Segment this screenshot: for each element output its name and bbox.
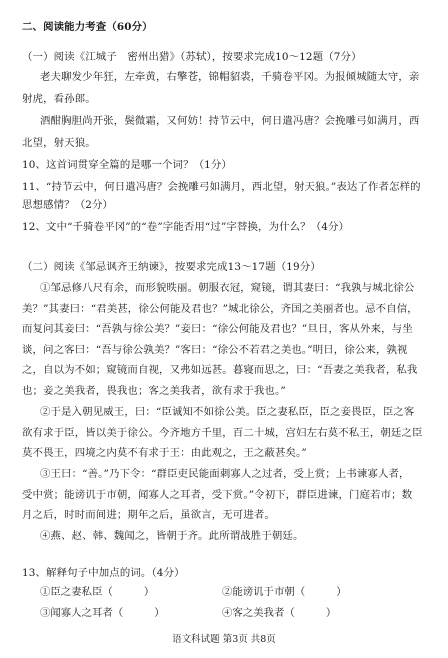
passage-line: 欲有求于臣，皆以美于徐公。今齐地方千里，百二十城，宫妇左右莫不私王，朝廷之臣: [22, 427, 423, 439]
poem-line: 老夫聊发少年狂，左牵黄，右擎苍，锦帽貂裘，千骑卷平冈。为报倾城随太守，亲: [40, 71, 420, 83]
section-title: 二、阅读能力考查（60分）: [22, 21, 153, 33]
q13-item-1: ①臣之妻私臣（ ）: [40, 586, 155, 598]
question-10: 10、这首词贯穿全篇的是哪一个词？（1分）: [22, 159, 233, 171]
poem-line: 射虎，看孙郎。: [22, 93, 96, 105]
part2-heading: （二）阅读《邹忌讽齐王纳谏》，按要求完成13～17题（19分）: [22, 261, 321, 273]
passage-line: 之，自以为不如；窥镜而自视，又弗如远甚。暮寝而思之，曰：“吾妻之美我者，私我: [22, 364, 418, 376]
passage-line: 而复问其妾曰：“吾孰与徐公美？”妾曰：“徐公何能及君也？”旦日，客从外来，与坐: [22, 323, 413, 335]
question-12: 12、文中“千骑卷平冈”的“卷”字能否用“过”字替换，为什么？（4分）: [22, 221, 350, 233]
poem-line: 北望，射天狼。: [22, 137, 96, 149]
q13-item-4: ④客之美我者（ ）: [222, 607, 337, 619]
passage-line: ①邹忌修八尺有余，而形貌昳丽。朝服衣冠，窥镜，谓其妻曰：“我孰与城北徐公: [40, 282, 415, 294]
page-footer: 语文科试题 第3页 共8页: [172, 634, 276, 645]
question-11-cont: 思想感情？（2分）: [22, 199, 114, 211]
q13-item-3: ③闻寡人之耳者（ ）: [40, 607, 165, 619]
passage-line: 也；妾之美我者，畏我也；客之美我者，欲有求于我也。”: [22, 385, 286, 397]
question-13: 13、解释句子中加点的词。（4分）: [22, 567, 185, 579]
passage-line: ②于是入朝见威王，曰：“臣诚知不如徐公美。臣之妻私臣，臣之妾畏臣，臣之客: [40, 406, 415, 418]
passage-line: 莫不畏王，四境之内莫不有求于王：由此观之，王之蔽甚矣。”: [22, 447, 307, 459]
question-11: 11、“持节云中，何日遣冯唐？会挽雕弓如满月，西北望，射天狼。”表达了作者怎样的: [22, 181, 421, 193]
passage-line: 谈，问之客曰：“吾与徐公孰美？”客曰：“徐公不若君之美也。”明日，徐公来，孰视: [22, 344, 408, 356]
passage-line: ④燕、赵、韩、魏闻之，皆朝于齐。此所谓战胜于朝廷。: [40, 530, 304, 542]
passage-line: 美？”其妻曰：“君美甚，徐公何能及君也？”城北徐公，齐国之美丽者也。忌不自信，: [22, 303, 418, 315]
passage-line: 月之后，时时而间进；期年之后，虽欲言，无可进者。: [22, 509, 275, 521]
q13-item-2: ②能谤讥于市朝（ ）: [222, 586, 347, 598]
part1-heading: （一）阅读《江城子 密州出猎》（苏轼），按要求完成10～12题（7分）: [22, 51, 362, 63]
passage-line: 受中赏；能谤讥于市朝，闻寡人之耳者，受下赏。”令初下，群臣进谏，门庭若市；数: [22, 489, 413, 501]
passage-line: ③王曰：“善。”乃下令：“群臣吏民能面刺寡人之过者，受上赏；上书谏寡人者，: [40, 468, 410, 480]
poem-line: 酒酣胸胆尚开张，鬓微霜，又何妨！持节云中，何日遣冯唐？会挽雕弓如满月，西: [40, 115, 420, 127]
